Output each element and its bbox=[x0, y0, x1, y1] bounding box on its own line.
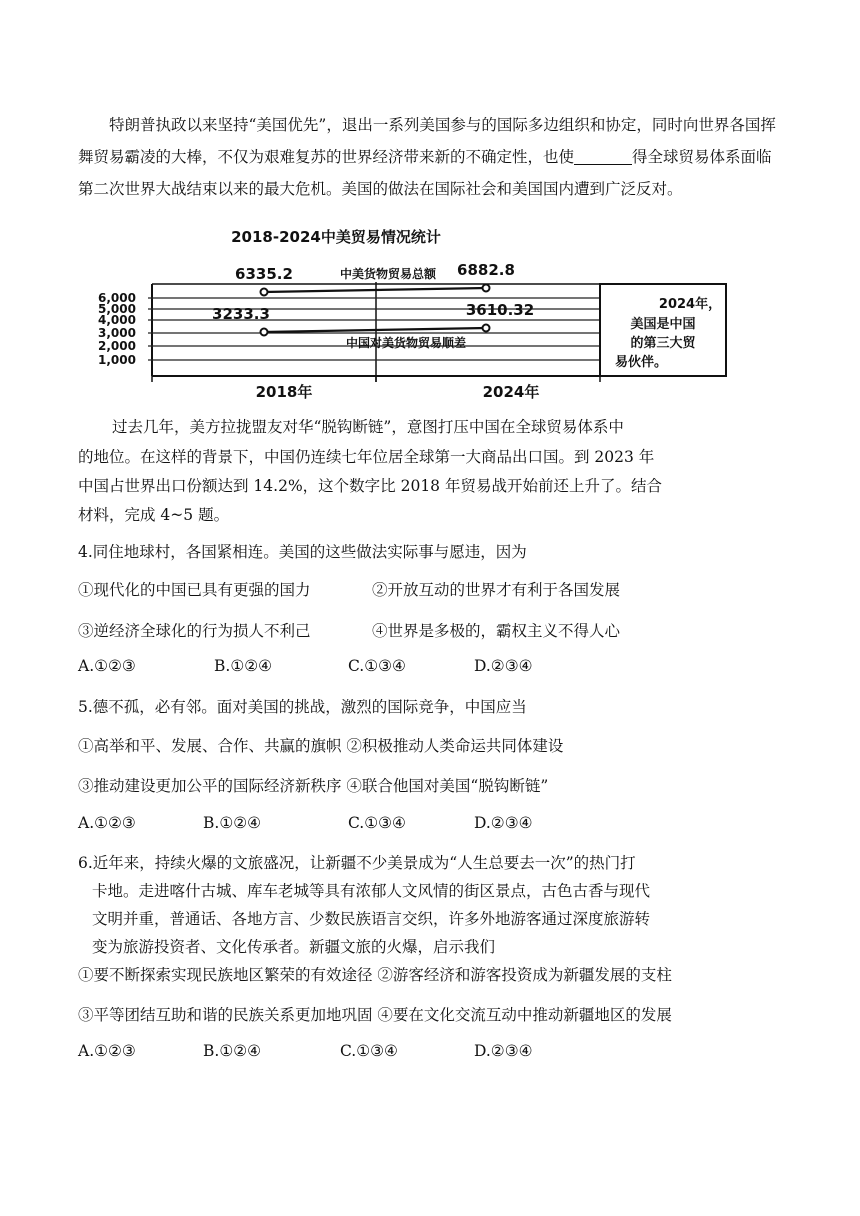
series-label-surplus: 中国对美货物贸易顺差 bbox=[345, 336, 467, 350]
option-c[interactable]: C.①③④ bbox=[348, 657, 406, 675]
question-stem-line: 变为旅游投资者、文化传承者。新疆文旅的火爆，启示我们 bbox=[92, 938, 496, 956]
background-line: 材料，完成 4~5 题。 bbox=[78, 506, 230, 524]
category-label-2018: 2018年 bbox=[255, 383, 313, 400]
plot-grid bbox=[148, 282, 600, 382]
y-tick-label: 3,000 bbox=[98, 326, 136, 340]
series-line-1 bbox=[264, 328, 486, 332]
y-tick-label: 5,000 bbox=[98, 302, 136, 316]
question-stem-line: 卡地。走进喀什古城、库车老城等具有浓郁人文风情的街区景点，古色古香与现代 bbox=[92, 882, 651, 900]
statement-row: ①高举和平、发展、合作、共赢的旗帜 ②积极推动人类命运共同体建设 bbox=[78, 737, 564, 755]
option-c[interactable]: C.①③④ bbox=[340, 1042, 398, 1060]
data-label-surplus-2018: 3233.3 bbox=[212, 305, 270, 323]
data-label-total-2018: 6335.2 bbox=[235, 265, 293, 283]
trade-chart-svg bbox=[96, 222, 736, 400]
option-a[interactable]: A.①②③ bbox=[78, 814, 136, 832]
data-point bbox=[261, 289, 268, 296]
answer-blank-cont bbox=[610, 146, 632, 165]
option-c[interactable]: C.①③④ bbox=[348, 814, 406, 832]
chart-title: 2018-2024中美贸易情况统计 bbox=[231, 228, 441, 246]
question-stem: 5.德不孤，必有邻。面对美国的挑战，激烈的国际竞争，中国应当 bbox=[78, 698, 527, 716]
option-d[interactable]: D.②③④ bbox=[474, 814, 533, 832]
option-a[interactable]: A.①②③ bbox=[78, 657, 136, 675]
option-d[interactable]: D.②③④ bbox=[474, 1042, 533, 1060]
y-axis-ticks bbox=[98, 291, 136, 367]
data-label-surplus-2024: 3610.32 bbox=[465, 301, 535, 319]
intro-paragraph bbox=[78, 109, 783, 205]
series-line-0 bbox=[264, 288, 486, 292]
note-line: 2024年， bbox=[658, 297, 722, 312]
background-line: 过去几年，美方拉拢盟友对华“脱钩断链”，意图打压中国在全球贸易体系中 bbox=[112, 418, 624, 436]
option-a[interactable]: A.①②③ bbox=[78, 1042, 136, 1060]
note-line: 易伙伴。 bbox=[614, 355, 668, 370]
statement: ①现代化的中国已具有更强的国力 bbox=[78, 581, 311, 599]
note-line: 的第三大贸 bbox=[630, 336, 696, 351]
answer-blank bbox=[574, 146, 610, 165]
statement: ④世界是多极的，霸权主义不得人心 bbox=[372, 622, 621, 640]
background-line: 中国占世界出口份额达到 14.2%，这个数字比 2018 年贸易战开始前还上升了。结合 bbox=[78, 477, 662, 495]
question-stem: 6.近年来，持续火爆的文旅盛况，让新疆不少美景成为“人生总要去一次”的热门打 bbox=[78, 854, 636, 872]
statement-row: ③平等团结互助和谐的民族关系更加地巩固 ④要在文化交流互动中推动新疆地区的发展 bbox=[78, 1006, 672, 1024]
y-tick-label: 4,000 bbox=[98, 313, 136, 327]
category-label-2024: 2024年 bbox=[482, 383, 540, 400]
statement-row: ③推动建设更加公平的国际经济新秩序 ④联合他国对美国“脱钩断链” bbox=[78, 777, 549, 795]
statement: ③逆经济全球化的行为损人不利己 bbox=[78, 622, 311, 640]
option-b[interactable]: B.①②④ bbox=[203, 814, 262, 832]
y-tick-label: 2,000 bbox=[98, 339, 136, 353]
plot-series bbox=[261, 285, 490, 336]
intro-text-1: 特朗普执政以来坚持“美国优先”，退出一系列美国参与的国际多边组织和协定，同时向世界各国挥舞贸易霸凌的大棒，不仅为艰难复苏的世界经济带来新的不确定性，也使 bbox=[78, 116, 776, 166]
note-line: 美国是中国 bbox=[630, 317, 696, 332]
y-tick-label: 6,000 bbox=[98, 291, 136, 305]
data-label-total-2024: 6882.8 bbox=[457, 261, 515, 279]
intro-text-2: 得全球贸易体系面临第二次世界大战结束以来的最大危机。美国的做法在国际社会和美国国内遭到广泛反对。 bbox=[78, 148, 772, 198]
series-label-total: 中美货物贸易总额 bbox=[339, 267, 437, 281]
background-line: 的地位。在这样的背景下，中国仍连续七年位居全球第一大商品出口国。到 2023 年 bbox=[78, 448, 655, 466]
option-d[interactable]: D.②③④ bbox=[474, 657, 533, 675]
data-point bbox=[483, 325, 490, 332]
y-tick-label: 1,000 bbox=[98, 353, 136, 367]
data-point bbox=[483, 285, 490, 292]
option-b[interactable]: B.①②④ bbox=[214, 657, 273, 675]
question-stem-line: 文明并重，普通话、各地方言、少数民族语言交织，许多外地游客通过深度旅游转 bbox=[92, 910, 651, 928]
trade-chart bbox=[96, 222, 736, 400]
data-point bbox=[261, 329, 268, 336]
question-stem: 4.同住地球村，各国紧相连。美国的这些做法实际事与愿违，因为 bbox=[78, 543, 527, 561]
statement-row: ①要不断探索实现民族地区繁荣的有效途径 ②游客经济和游客投资成为新疆发展的支柱 bbox=[78, 966, 672, 984]
option-b[interactable]: B.①②④ bbox=[203, 1042, 262, 1060]
statement: ②开放互动的世界才有利于各国发展 bbox=[372, 581, 621, 599]
